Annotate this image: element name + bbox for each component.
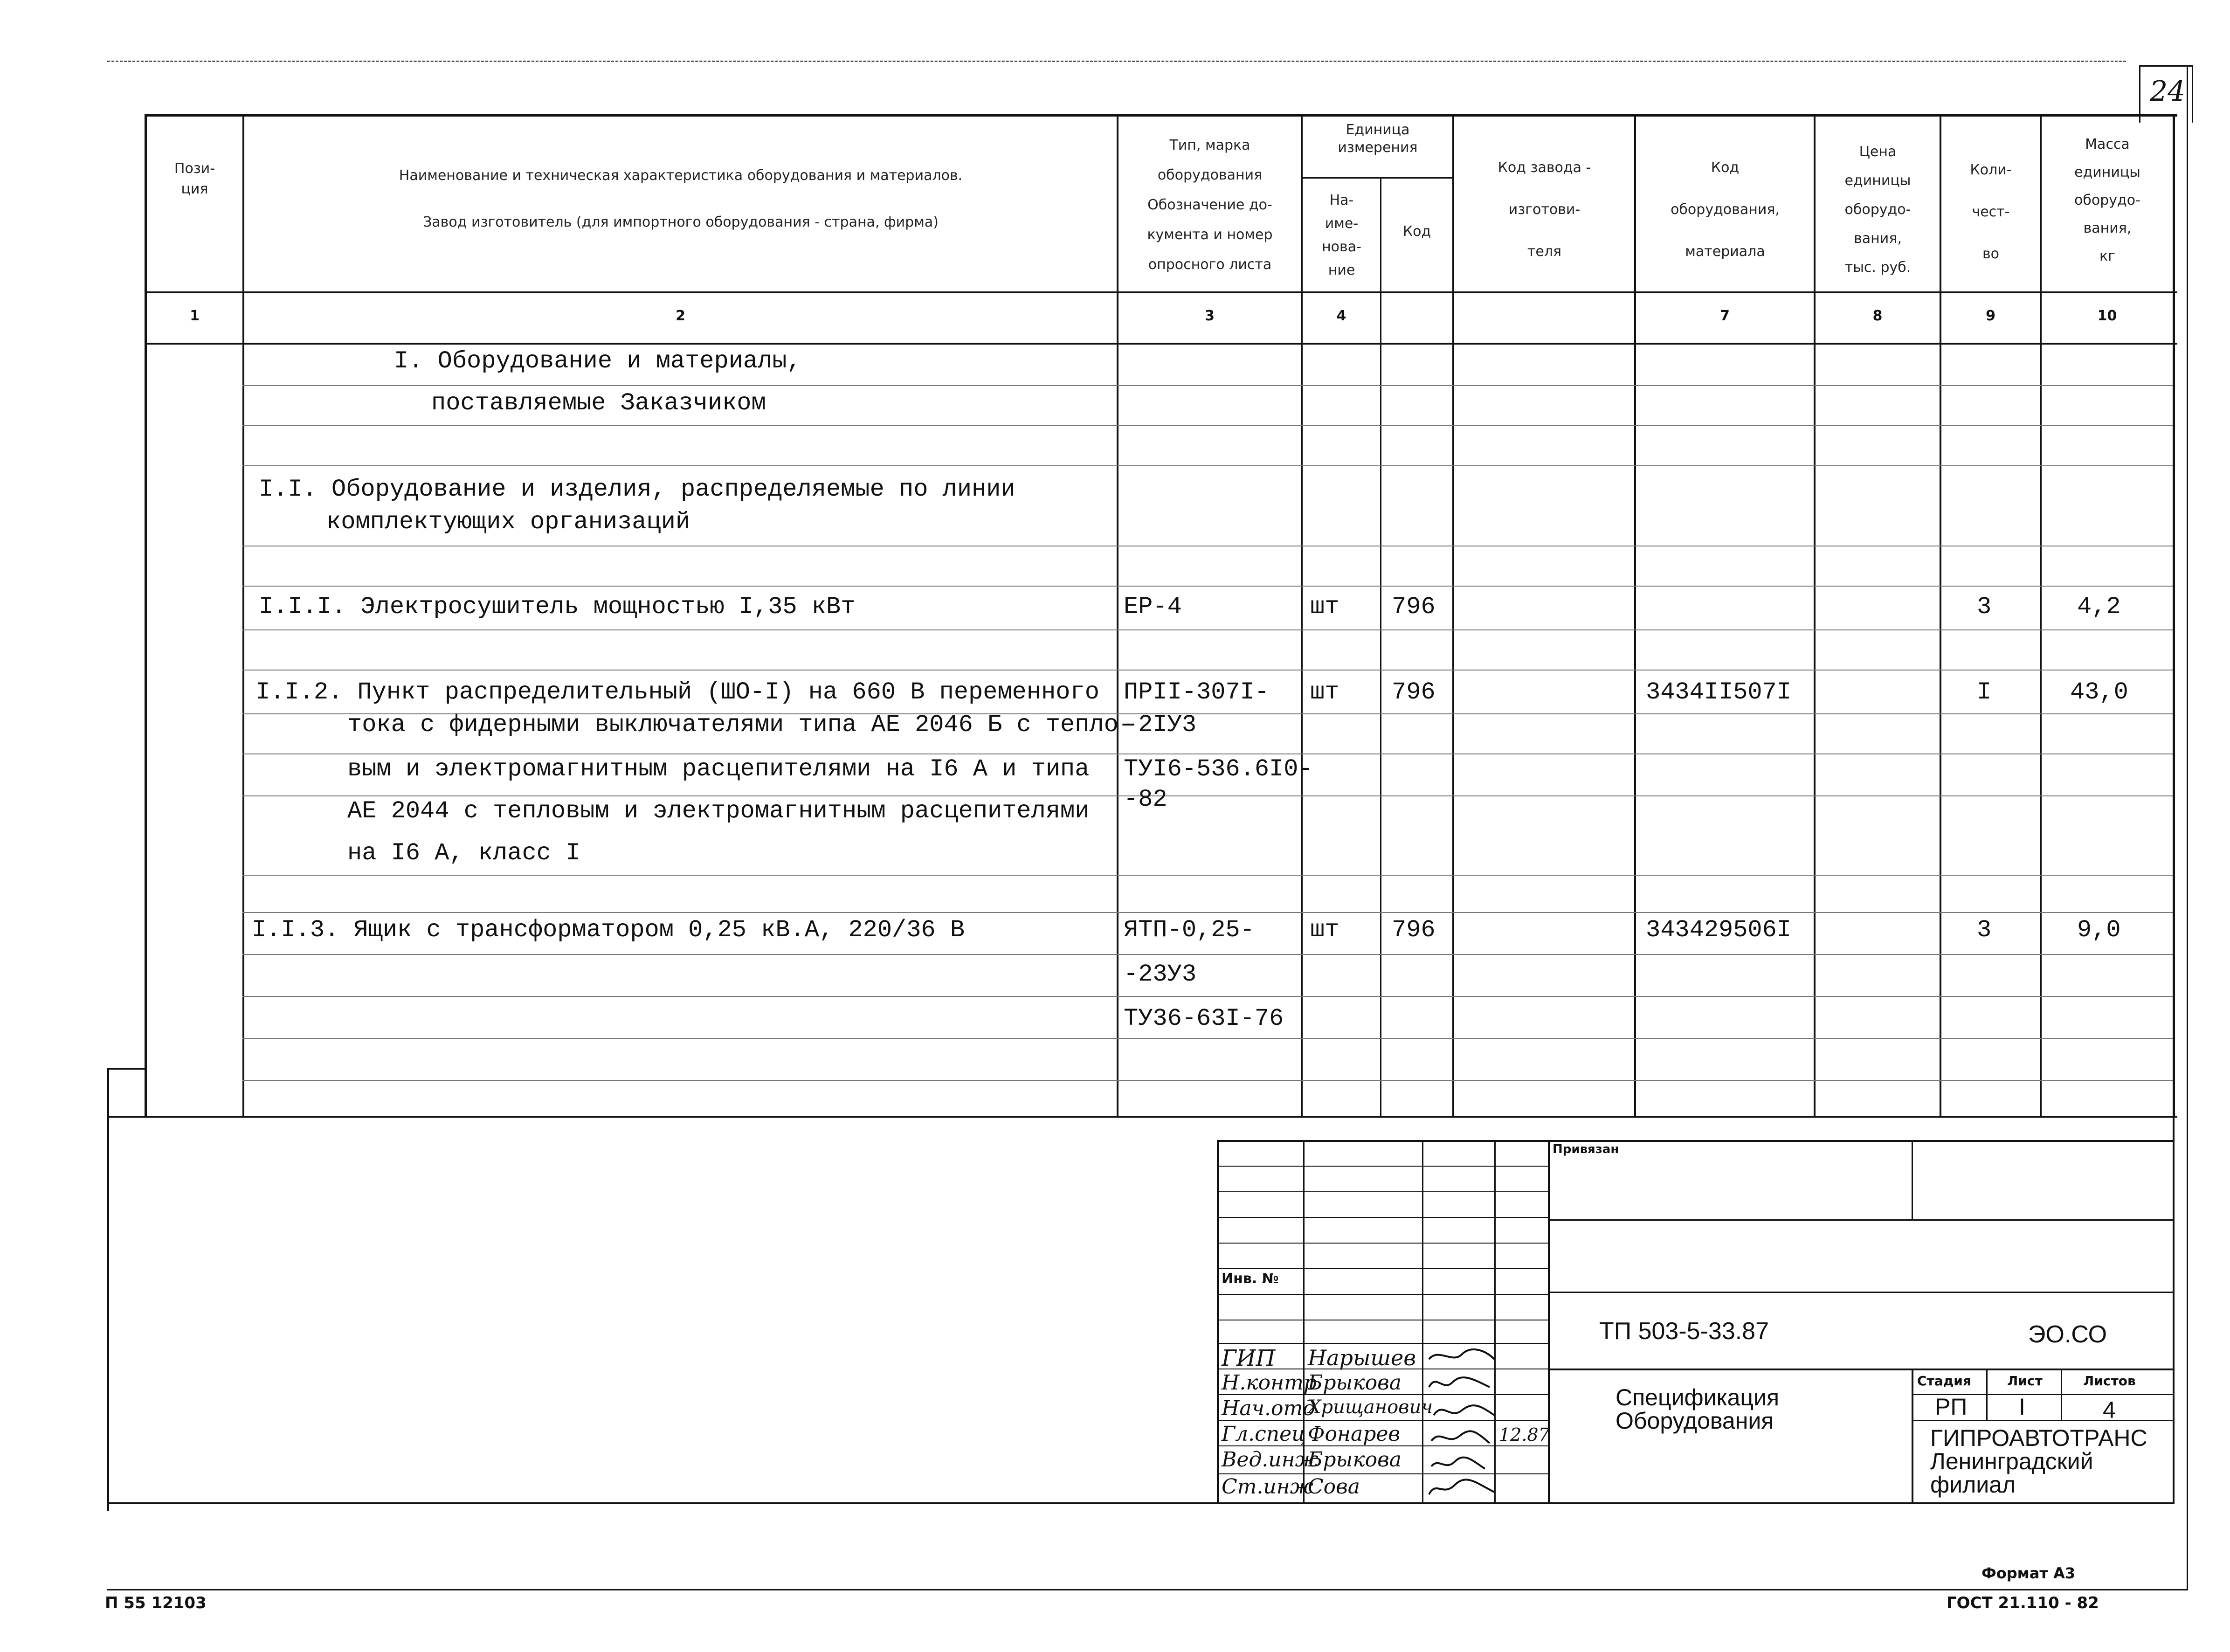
footer-gost: ГОСТ 21.110 - 82 bbox=[1947, 1594, 2099, 1612]
doc-code: ТП 503-5-33.87 bbox=[1599, 1318, 1769, 1345]
signature-scribbles bbox=[1424, 1345, 1499, 1499]
sheets-value: 4 bbox=[2103, 1397, 2116, 1423]
sig-name: Сова bbox=[1308, 1475, 1360, 1499]
row1-unit-code: 796 bbox=[1392, 593, 1436, 621]
sheet-label: Лист bbox=[2007, 1373, 2043, 1389]
row2-type-1: ПРII-307I- bbox=[1124, 678, 1270, 706]
sheet-mark: 24 bbox=[2150, 75, 2186, 108]
header-type: Тип, марка оборудования Обозначение до- кумента и номер опросного листа bbox=[1147, 137, 1273, 273]
row1-unit: шт bbox=[1310, 593, 1339, 621]
row3-mass: 9,0 bbox=[2077, 916, 2121, 944]
sig-role: Ст.инж bbox=[1222, 1475, 1313, 1499]
doc-title-2: Оборудования bbox=[1616, 1408, 1774, 1434]
sig-name: Брыкова bbox=[1308, 1371, 1402, 1395]
footer-left-code: П 55 12103 bbox=[105, 1594, 207, 1612]
sig-name: Хрищанович bbox=[1308, 1396, 1433, 1418]
sig-name: Брыкова bbox=[1308, 1448, 1402, 1472]
header-maker-code: Код завода - изготови- теля bbox=[1498, 159, 1591, 260]
row2-type-2: -2IУ3 bbox=[1124, 711, 1197, 739]
stage-value: РП bbox=[1935, 1394, 1968, 1420]
row3-name: I.I.3. Ящик с трансформатором 0,25 кВ.А, 220/36 В bbox=[252, 916, 965, 944]
row2-name-3: вым и электромагнитным расцепителями на I6 А и типа bbox=[347, 755, 1090, 783]
colnum-10: 10 bbox=[2097, 308, 2117, 324]
header-unit-group: Единица измерения bbox=[1338, 122, 1418, 156]
header-position: Пози- ция bbox=[174, 160, 215, 197]
colnum-1: 1 bbox=[190, 308, 200, 324]
colnum-8: 8 bbox=[1872, 308, 1883, 324]
sig-role: Гл.спец bbox=[1222, 1422, 1306, 1446]
stage-label: Стадия bbox=[1917, 1373, 1971, 1389]
sig-name: Нарышев bbox=[1308, 1345, 1416, 1370]
row3-unit-code: 796 bbox=[1392, 916, 1436, 944]
sign-date: 12.87 bbox=[1499, 1424, 1550, 1445]
doc-suffix: ЭО.СО bbox=[2028, 1321, 2107, 1348]
top-guide-line bbox=[107, 61, 2126, 62]
row2-name-5: на I6 А, класс I bbox=[347, 839, 580, 867]
frame-bottom-edge bbox=[107, 1589, 2188, 1590]
row3-equip-code: 343429506I bbox=[1646, 916, 1792, 944]
row2-equip-code: 3434II507I bbox=[1646, 678, 1792, 706]
header-price: Цена единицы оборудо- вания, тыс. руб. bbox=[1844, 144, 1911, 276]
row2-type-4: -82 bbox=[1124, 786, 1167, 813]
row2-name-4: АЕ 2044 с тепловым и электромагнитным расцепителями bbox=[347, 797, 1090, 825]
section-11-subtitle: комплектующих организаций bbox=[326, 508, 690, 536]
header-name-line1: Наименование и техническая характеристика оборудования и материалов. bbox=[399, 167, 963, 184]
row3-type-3: ТУ36-63I-76 bbox=[1124, 1005, 1284, 1032]
sig-role: Вед.инж bbox=[1222, 1448, 1319, 1472]
row2-unit: шт bbox=[1310, 678, 1339, 706]
header-name-line2: Завод изготовитель (для импортного оборудования - страна, фирма) bbox=[423, 214, 939, 230]
section-1-title: I. Оборудование и материалы, bbox=[394, 347, 801, 375]
header-unit-code: Код bbox=[1402, 223, 1431, 240]
section-1-subtitle: поставляемые Заказчиком bbox=[431, 389, 766, 417]
colnum-4: 4 bbox=[1336, 308, 1346, 324]
row1-mass: 4,2 bbox=[2077, 593, 2121, 621]
row3-unit: шт bbox=[1310, 916, 1339, 944]
row3-type-1: ЯТП-0,25- bbox=[1124, 916, 1255, 944]
frame-right-edge bbox=[2187, 65, 2188, 1590]
sig-role: Н.контр bbox=[1222, 1371, 1317, 1395]
row1-name: I.I.I. Электросушитель мощностью I,35 кВт bbox=[259, 593, 856, 621]
sheets-label: Листов bbox=[2083, 1373, 2136, 1389]
colnum-2: 2 bbox=[676, 308, 685, 324]
org-name: ГИПРОАВТОТРАНС bbox=[1930, 1425, 2147, 1451]
row2-name-2: тока с фидерными выключателями типа АЕ 2046 Б с тепло- bbox=[347, 711, 1133, 739]
header-unit-name: На- име- нова- ние bbox=[1322, 192, 1361, 278]
row2-qty: I bbox=[1977, 678, 1992, 706]
row1-qty: 3 bbox=[1977, 593, 1992, 621]
inv-no-label: Инв. № bbox=[1222, 1271, 1279, 1287]
row3-type-2: -23У3 bbox=[1124, 961, 1197, 988]
footer-format: Формат А3 bbox=[1981, 1564, 2076, 1582]
header-mass: Масса единицы оборудо- вания, кг bbox=[2074, 136, 2140, 264]
row2-type-3: ТУI6-536.6I0- bbox=[1124, 755, 1313, 783]
row1-type: ЕР-4 bbox=[1124, 593, 1182, 621]
colnum-9: 9 bbox=[1986, 308, 1995, 324]
sheet-value: I bbox=[2019, 1394, 2025, 1420]
org-branch: Ленинградский bbox=[1930, 1448, 2093, 1474]
header-quantity: Коли- чест- во bbox=[1970, 162, 2012, 262]
header-equip-code: Код оборудования, материала bbox=[1671, 159, 1780, 260]
colnum-3: 3 bbox=[1205, 308, 1215, 324]
row3-qty: 3 bbox=[1977, 916, 1992, 944]
sig-role: Нач.отд bbox=[1222, 1396, 1316, 1420]
row2-mass: 43,0 bbox=[2070, 678, 2128, 706]
sig-role: ГИП bbox=[1222, 1345, 1276, 1371]
colnum-7: 7 bbox=[1720, 308, 1730, 324]
doc-title-1: Спецификация bbox=[1616, 1384, 1780, 1410]
sig-name: Фонарев bbox=[1308, 1422, 1401, 1446]
row2-name-1: I.I.2. Пункт распределительный (ШО-I) на 660 В переменного bbox=[255, 678, 1099, 706]
section-11-title: I.I. Оборудование и изделия, распределяемые по линии bbox=[259, 476, 1015, 503]
row2-unit-code: 796 bbox=[1392, 678, 1436, 706]
privyazan-label: Привязан bbox=[1553, 1142, 1619, 1156]
org-branch-2: филиал bbox=[1930, 1472, 2016, 1498]
